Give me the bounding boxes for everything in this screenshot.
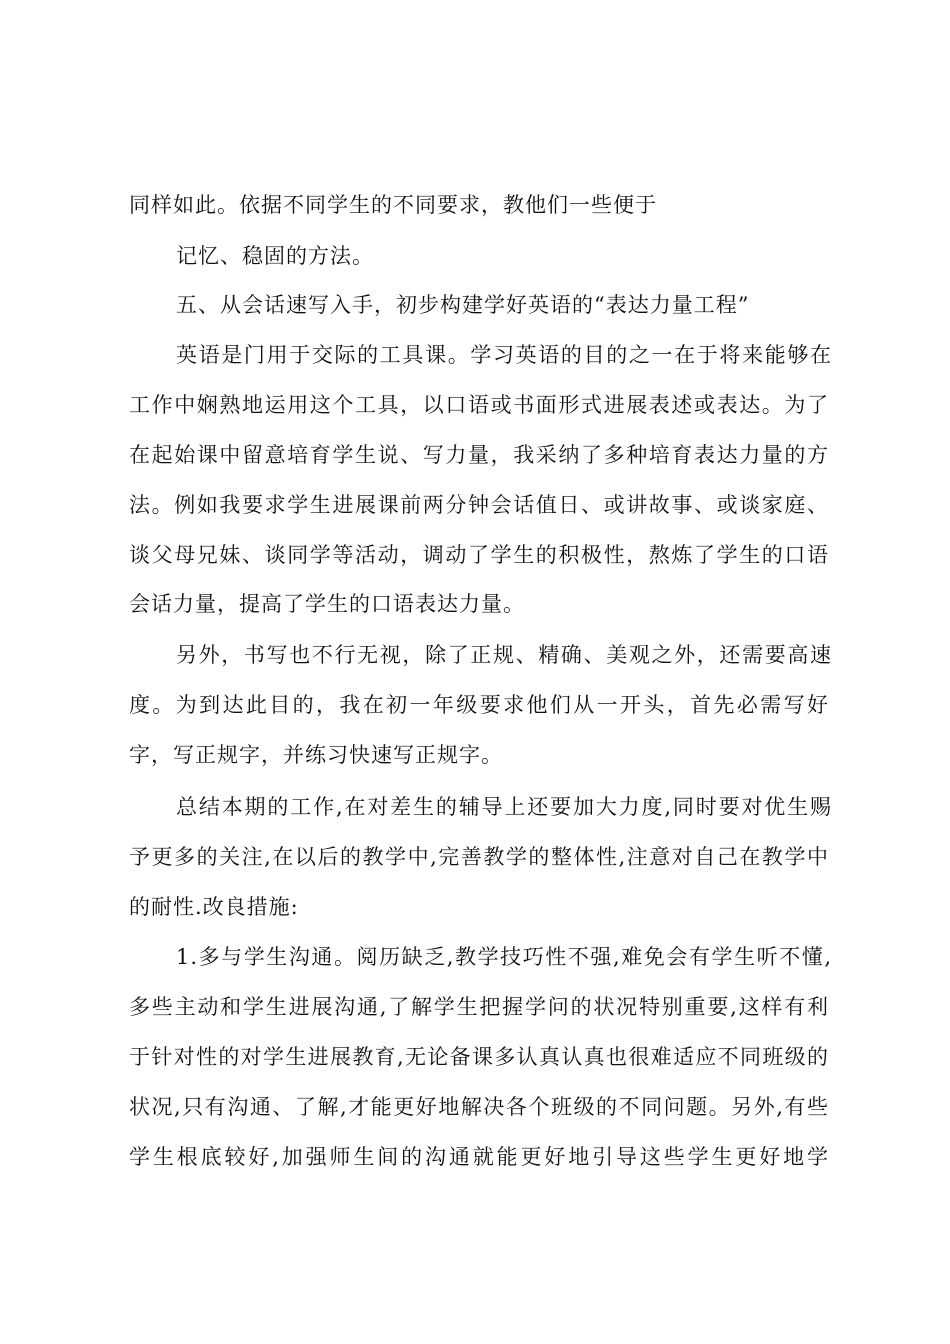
paragraph-line: 的耐性.改良措施: bbox=[129, 895, 299, 919]
paragraph-line: 谈父母兄妹、谈同学等活动，调动了学生的积极性，熬炼了学生的口语 bbox=[129, 543, 829, 567]
section-heading: 五、从会话速写入手，初步构建学好英语的“表达力量工程” bbox=[176, 293, 750, 317]
paragraph-line: 在起始课中留意培育学生说、写力量，我采纳了多种培育表达力量的方 bbox=[129, 443, 829, 467]
paragraph-line: 予更多的关注,在以后的教学中,完善教学的整体性,注意对自己在教学中 bbox=[129, 845, 829, 869]
text-line: 记忆、稳固的方法。 bbox=[176, 244, 374, 268]
paragraph-line: 另外，书写也不行无视，除了正规、精确、美观之外，还需要高速 bbox=[176, 643, 832, 667]
paragraph-line: 法。例如我要求学生进展课前两分钟会话值日、或讲故事、或谈家庭、 bbox=[129, 493, 829, 517]
paragraph-line: 于针对性的对学生进展教育,无论备课多认真认真也很难适应不同班级的 bbox=[129, 1045, 829, 1069]
paragraph-line: 多些主动和学生进展沟通,了解学生把握学问的状况特别重要,这样有利 bbox=[129, 995, 829, 1019]
paragraph-line: 学生根底较好,加强师生间的沟通就能更好地引导这些学生更好地学 bbox=[129, 1145, 829, 1169]
paragraph-line: 工作中娴熟地运用这个工具，以口语或书面形式进展表述或表达。为了 bbox=[129, 393, 829, 417]
paragraph-line: 总结本期的工作,在对差生的辅导上还要加大力度,同时要对优生赐 bbox=[176, 795, 832, 819]
text-line: 同样如此。依据不同学生的不同要求，教他们一些便于 bbox=[129, 193, 657, 217]
paragraph-line: 状况,只有沟通、了解,才能更好地解决各个班级的不同问题。另外,有些 bbox=[129, 1095, 829, 1119]
list-item-line: 1.多与学生沟通。阅历缺乏,教学技巧性不强,难免会有学生听不懂, bbox=[176, 945, 832, 969]
paragraph-line: 度。为到达此目的，我在初一年级要求他们从一开头，首先必需写好 bbox=[129, 693, 829, 717]
paragraph-line: 英语是门用于交际的工具课。学习英语的目的之一在于将来能够在 bbox=[176, 343, 832, 367]
paragraph-line: 会话力量，提高了学生的口语表达力量。 bbox=[129, 592, 525, 616]
paragraph-line: 字，写正规字，并练习快速写正规字。 bbox=[129, 743, 503, 767]
